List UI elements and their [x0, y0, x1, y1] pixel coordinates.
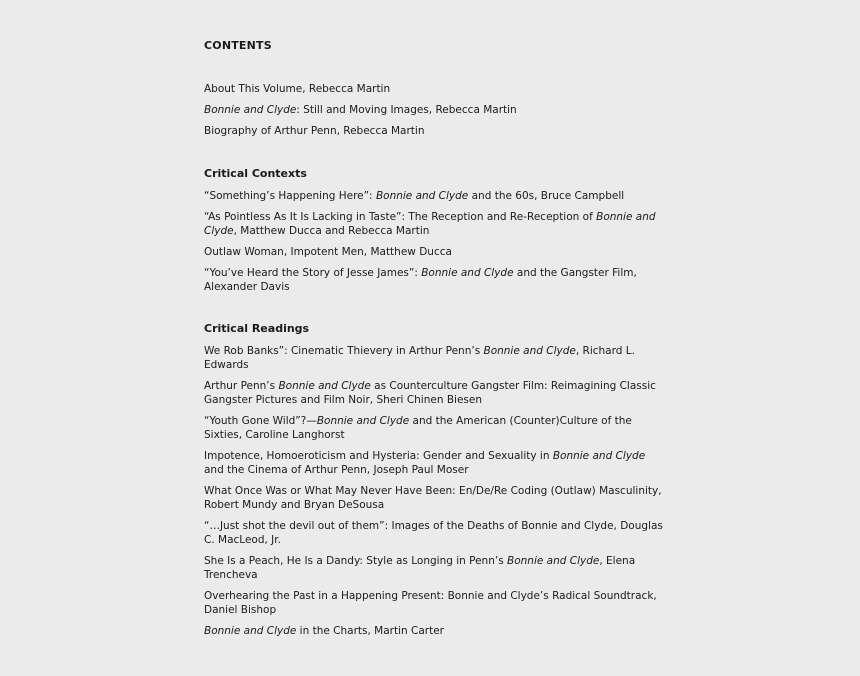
toc-entry-text: She Is a Peach, He Is a Dandy: Style as Longing in Penn’s	[204, 555, 508, 567]
contents-title: CONTENTS	[204, 39, 272, 52]
toc-entry-text: Impotence, Homoeroticism and Hysteria: Gender and Sexuality in	[204, 450, 553, 462]
toc-entry-text: and the Gangster Film, Alexander Davis	[204, 267, 637, 293]
front-matter-section	[204, 82, 664, 145]
toc-entry-text: About This Volume, Rebecca Martin	[204, 83, 391, 95]
critical-contexts-section	[204, 167, 664, 301]
toc-entry-text: and the 60s, Bruce Campbell	[468, 190, 625, 202]
toc-entry	[204, 624, 664, 638]
toc-entry-italic-text: Bonnie and Clyde	[375, 190, 469, 202]
toc-entry-text: , Matthew Ducca and Rebecca Martin	[233, 225, 430, 237]
section-heading-critical-readings: Critical Readings	[204, 322, 310, 335]
toc-entry	[204, 449, 664, 477]
toc-entry-text: in the Charts, Martin Carter	[296, 625, 444, 637]
front-matter-list	[204, 82, 664, 138]
toc-entry-text: and the American (Counter)Culture of the Sixties, Caroline Langhorst	[204, 415, 632, 441]
toc-entry-text: What Once Was or What May Never Have Been: En/De/Re Coding (Outlaw) Masculinity, Robert Mundy and Bryan DeSousa	[204, 485, 662, 511]
toc-entry	[204, 554, 664, 582]
critical-contexts-list	[204, 189, 664, 294]
toc-entry-text: Outlaw Woman, Impotent Men, Matthew Ducca	[204, 246, 452, 258]
toc-entry-text: Overhearing the Past in a Happening Present: Bonnie and Clyde’s Radical Soundtrack, Daniel Bishop	[204, 590, 657, 616]
toc-entry	[204, 414, 664, 442]
toc-entry	[204, 124, 664, 138]
toc-entry-text: , Richard L. Edwards	[204, 345, 635, 371]
toc-entry-text: , Elena Trencheva	[204, 555, 636, 581]
toc-entry-text: We Rob Banks”: Cinematic Thievery in Arthur Penn’s	[204, 345, 484, 357]
toc-entry-text: Biography of Arthur Penn, Rebecca Martin	[204, 125, 425, 137]
toc-entry	[204, 344, 664, 372]
toc-entry-italic-text: Bonnie and Clyde	[204, 104, 297, 116]
toc-entry	[204, 245, 664, 259]
critical-readings-list	[204, 344, 664, 638]
toc-entry	[204, 210, 664, 238]
toc-entry-text: as Counterculture Gangster Film: Reimagining Classic Gangster Pictures and Film Noir, Sheri Chinen Biesen	[204, 380, 656, 406]
toc-entry	[204, 103, 664, 117]
section-heading-critical-contexts: Critical Contexts	[204, 167, 307, 180]
toc-entry-text: : Still and Moving Images, Rebecca Martin	[296, 104, 517, 116]
toc-entry-italic-text: Bonnie and Clyde	[507, 555, 600, 567]
toc-entry	[204, 82, 664, 96]
toc-entry-italic-text: Bonnie and Clyde	[552, 450, 646, 462]
toc-entry-italic-text: Bonnie and Clyde	[204, 625, 297, 637]
toc-entry	[204, 484, 664, 512]
toc-entry	[204, 266, 664, 294]
toc-entry-italic-text: Bonnie and Clyde	[421, 267, 514, 279]
toc-entry	[204, 519, 664, 547]
toc-entry-italic-text: Bonnie and Clyde	[483, 345, 576, 357]
toc-entry	[204, 589, 664, 617]
toc-entry	[204, 189, 664, 203]
toc-entry-text: and the Cinema of Arthur Penn, Joseph Paul Moser	[204, 464, 469, 476]
toc-entry-text: “Youth Gone Wild”?—	[204, 415, 317, 427]
toc-entry-text: Arthur Penn’s	[204, 380, 279, 392]
toc-entry-italic-text: Bonnie and Clyde	[204, 211, 656, 237]
toc-entry-text: “Something’s Happening Here”:	[204, 190, 376, 202]
toc-entry-italic-text: Bonnie and Clyde	[316, 415, 410, 427]
toc-entry-text: “You’ve Heard the Story of Jesse James”:	[204, 267, 422, 279]
toc-entry-text: “As Pointless As It Is Lacking in Taste”: The Reception and Re-Reception of	[204, 211, 597, 223]
critical-readings-section	[204, 322, 664, 645]
toc-entry-italic-text: Bonnie and Clyde	[278, 380, 371, 392]
toc-entry	[204, 379, 664, 407]
toc-entry-text: “…Just shot the devil out of them”: Images of the Deaths of Bonnie and Clyde, Douglas C. MacLeod, Jr.	[204, 520, 663, 546]
